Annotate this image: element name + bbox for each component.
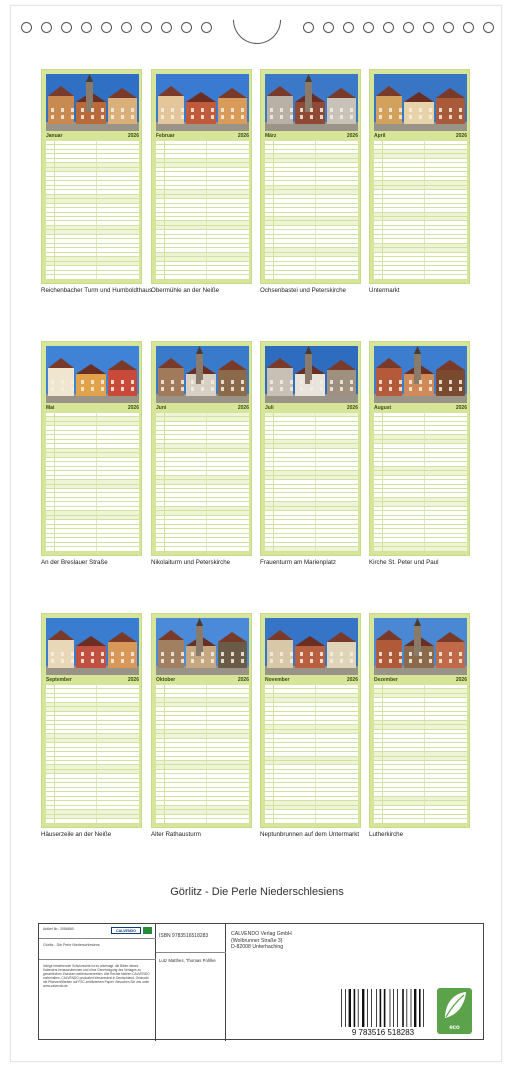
photo-caption: Häuserzeile an der Neiße — [41, 831, 112, 838]
day-row — [374, 275, 467, 279]
barcode-bar — [371, 989, 372, 1027]
month-name: Februar — [156, 133, 175, 139]
eco-badge — [437, 988, 472, 1034]
day-row — [374, 547, 467, 551]
month-photo — [265, 74, 358, 131]
binding-ring — [141, 22, 152, 33]
barcode-bar — [358, 989, 359, 1027]
month-year: 2026 — [237, 677, 249, 683]
month-header — [374, 405, 467, 412]
day-row — [156, 819, 249, 823]
photo-caption: Untermarkt — [369, 287, 400, 294]
binding-ring — [403, 22, 414, 33]
day-rows — [374, 141, 467, 280]
month-name: November — [265, 677, 290, 683]
barcode-bar — [349, 989, 351, 1027]
month-header — [374, 133, 467, 140]
calendar-page — [10, 5, 502, 1062]
barcode-bar — [380, 989, 382, 1027]
month-header — [265, 405, 358, 412]
month-card — [369, 613, 470, 828]
month-year: 2026 — [346, 133, 358, 139]
authors: Lutz Matthes, Thomas Pohlke — [159, 958, 216, 963]
eco-label: eco — [449, 1025, 460, 1031]
day-row — [156, 275, 249, 279]
barcode-bar — [397, 989, 398, 1027]
barcode-bar — [411, 989, 412, 1027]
photo-caption: An der Breslauer Straße — [41, 559, 108, 566]
month-name: Mai — [46, 405, 55, 411]
isbn: ISBN 9783516518283 — [159, 933, 209, 939]
month-photo — [374, 618, 467, 675]
month-photo — [265, 618, 358, 675]
barcode-bar — [376, 989, 377, 1027]
calvendo-logo: CALVENDO — [111, 927, 141, 934]
month-name: Oktober — [156, 677, 176, 683]
month-year: 2026 — [346, 405, 358, 411]
barcode-bar — [384, 989, 386, 1027]
publisher-line: (Wolbrunner Straße 3) — [231, 937, 283, 944]
day-row — [156, 547, 249, 551]
photo-caption: Lutherkirche — [369, 831, 404, 838]
month-card — [41, 341, 142, 556]
barcode-bar — [402, 989, 404, 1027]
barcode-bar — [390, 989, 391, 1027]
month-header — [156, 405, 249, 412]
day-rows — [46, 685, 139, 824]
photo-caption: Kirche St. Peter und Paul — [369, 559, 439, 566]
binding-ring — [483, 22, 494, 33]
photo-caption: Nikolaiturm und Peterskirche — [151, 559, 231, 566]
barcode-bar — [419, 989, 421, 1027]
month-name: April — [374, 133, 386, 139]
info-legal-column — [39, 924, 156, 1041]
binding-ring — [21, 22, 32, 33]
info-box — [38, 923, 484, 1040]
month-card — [151, 69, 252, 284]
day-rows — [156, 685, 249, 824]
publisher-address — [231, 931, 292, 951]
day-row — [265, 547, 358, 551]
binding-ring — [303, 22, 314, 33]
month-photo — [46, 618, 139, 675]
barcode-bar — [393, 989, 394, 1027]
day-row — [46, 275, 139, 279]
hanger-hook — [233, 20, 281, 44]
binding-ring — [343, 22, 354, 33]
month-photo — [156, 74, 249, 131]
day-rows — [156, 413, 249, 552]
month-card — [41, 69, 142, 284]
binding-ring — [443, 22, 454, 33]
day-rows — [265, 685, 358, 824]
barcode-bar — [406, 989, 407, 1027]
barcode-bar — [354, 989, 356, 1027]
month-photo — [374, 74, 467, 131]
calendar-title: Görlitz - Die Perle Niederschlesiens — [170, 886, 344, 898]
month-year: 2026 — [455, 405, 467, 411]
month-card — [369, 69, 470, 284]
day-rows — [374, 413, 467, 552]
binding-ring — [201, 22, 212, 33]
month-name: Juli — [265, 405, 274, 411]
binding-rings — [11, 22, 503, 38]
binding-ring — [161, 22, 172, 33]
photo-caption: Neptunbrunnen auf dem Untermarkt — [260, 831, 360, 838]
month-year: 2026 — [346, 677, 358, 683]
day-row — [46, 547, 139, 551]
month-name: Juni — [156, 405, 167, 411]
article-number: Artikel Nr.: 2086860 — [43, 927, 74, 931]
day-rows — [374, 685, 467, 824]
binding-ring — [323, 22, 334, 33]
binding-ring — [463, 22, 474, 33]
barcode-bar — [341, 989, 342, 1027]
day-rows — [265, 141, 358, 280]
binding-ring — [181, 22, 192, 33]
binding-ring — [383, 22, 394, 33]
info-isbn-column — [156, 924, 226, 1041]
month-year: 2026 — [237, 405, 249, 411]
month-year: 2026 — [127, 133, 139, 139]
publisher-line: CALVENDO Verlag GmbH — [231, 931, 292, 937]
barcode — [339, 989, 427, 1037]
month-card — [260, 341, 361, 556]
month-header — [46, 133, 139, 140]
month-card — [369, 341, 470, 556]
day-row — [265, 275, 358, 279]
month-year: 2026 — [237, 133, 249, 139]
month-photo — [156, 618, 249, 675]
day-rows — [156, 141, 249, 280]
legal-notice: Infolge bestehender Schutzrechte ist es untersagt, die Bilder dieses Kalenders herauszutrennen und ohne Genehmigung des Verlages zu gewerblichen Zwecken weiterzuverbreiten. Alle Rechte bleiben CALVENDO vorbehalten. CALVENDO produziert klimaneutral in Deutschland. Gedruckt mit Pflanzenölfarben auf FSC-zertifiziertem Papier. Besuchen Sie uns unter www.calvendo.de — [43, 964, 150, 988]
day-rows — [265, 413, 358, 552]
month-header — [265, 133, 358, 140]
info-subtitle: Görlitz - Die Perle Niederschlesiens — [43, 943, 100, 947]
month-header — [374, 677, 467, 684]
day-rows — [46, 141, 139, 280]
month-name: Januar — [46, 133, 63, 139]
month-photo — [265, 346, 358, 403]
photo-caption: Ochsenbastei und Peterskirche — [260, 287, 346, 294]
binding-ring — [101, 22, 112, 33]
month-year: 2026 — [127, 677, 139, 683]
month-card — [260, 69, 361, 284]
month-card — [151, 341, 252, 556]
barcode-bar — [367, 989, 368, 1027]
photo-caption: Reichenbacher Turm und Humboldthaus — [41, 287, 153, 294]
day-row — [374, 819, 467, 823]
month-header — [46, 405, 139, 412]
month-header — [156, 677, 249, 684]
month-photo — [46, 74, 139, 131]
month-photo — [156, 346, 249, 403]
divider — [156, 952, 226, 953]
month-year: 2026 — [127, 405, 139, 411]
month-name: März — [265, 133, 277, 139]
divider — [39, 938, 156, 939]
month-card — [151, 613, 252, 828]
day-row — [46, 819, 139, 823]
photo-caption: Alter Rathausturm — [151, 831, 201, 838]
leaf-icon — [437, 988, 472, 1022]
day-row — [265, 819, 358, 823]
barcode-bar — [414, 989, 416, 1027]
binding-ring — [61, 22, 72, 33]
day-rows — [46, 413, 139, 552]
month-photo — [374, 346, 467, 403]
month-card — [41, 613, 142, 828]
binding-ring — [41, 22, 52, 33]
month-year: 2026 — [455, 133, 467, 139]
barcode-digits: 9 783516 518283 — [351, 1028, 415, 1037]
month-card — [260, 613, 361, 828]
month-name: September — [46, 677, 72, 683]
month-photo — [46, 346, 139, 403]
month-header — [265, 677, 358, 684]
binding-ring — [363, 22, 374, 33]
month-name: August — [374, 405, 392, 411]
divider — [39, 959, 156, 960]
month-year: 2026 — [455, 677, 467, 683]
barcode-bar — [362, 989, 364, 1027]
photo-caption: Obermühle an der Neiße — [151, 287, 220, 294]
binding-ring — [423, 22, 434, 33]
month-header — [156, 133, 249, 140]
binding-ring — [81, 22, 92, 33]
barcode-bar — [423, 989, 424, 1027]
month-name: Dezember — [374, 677, 398, 683]
barcode-bar — [345, 989, 346, 1027]
binding-ring — [121, 22, 132, 33]
calvendo-logo-mark — [143, 927, 152, 934]
publisher-line: D-82008 Unterhaching — [231, 944, 284, 950]
photo-caption: Frauenturm am Marienplatz — [260, 559, 336, 566]
month-header — [46, 677, 139, 684]
